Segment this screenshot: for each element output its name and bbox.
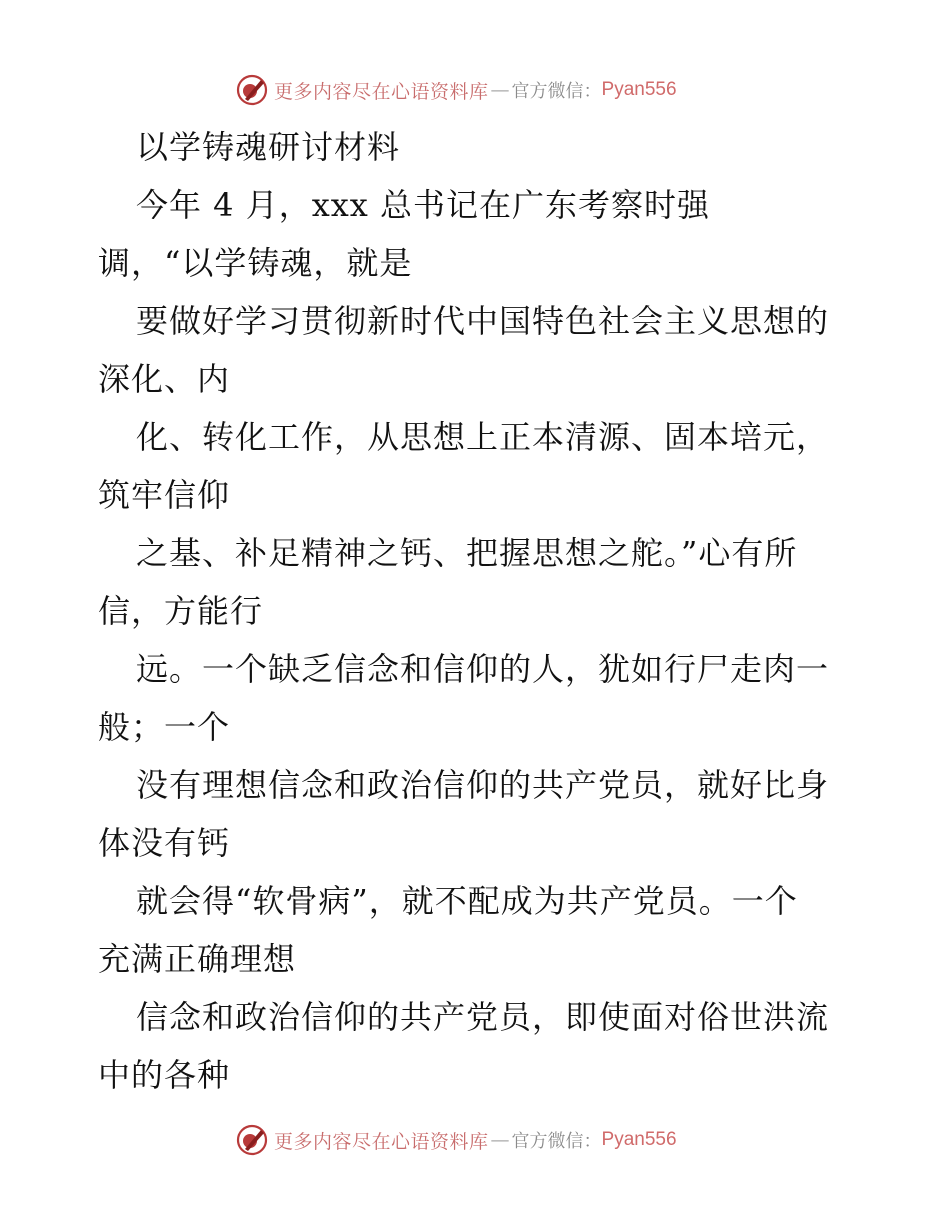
paragraph-line: 深化、内 [98, 360, 231, 398]
paragraph-line: 之基、补足精神之钙、把握思想之舵。”心有所 [136, 534, 798, 572]
paragraph-line: 要做好学习贯彻新时代中国特色社会主义思想的 [136, 302, 830, 340]
paragraph-line: 今年 4 月，xxx 总书记在广东考察时强 [136, 186, 711, 224]
paragraph-line: 远。一个缺乏信念和信仰的人，犹如行尸走肉一 [136, 650, 830, 688]
paragraph-line: 信念和政治信仰的共产党员，即使面对俗世洪流 [136, 998, 830, 1036]
paragraph-line: 化、转化工作，从思想上正本清源、固本培元， [136, 418, 830, 456]
pen-logo-icon [236, 1124, 268, 1156]
footer-wechat-id: Pyan556 [601, 1129, 677, 1150]
header-wechat-id: Pyan556 [601, 79, 677, 100]
paragraph-line: 没有理想信念和政治信仰的共产党员，就好比身 [136, 766, 830, 804]
header-wechat-label: 官方微信： [511, 81, 602, 102]
footer-site-text: 更多内容尽在心语资料库 [274, 1130, 489, 1153]
paragraph-line: 充满正确理想 [98, 940, 297, 978]
paragraph-line: 就会得“软骨病”，就不配成为共产党员。一个 [136, 882, 798, 920]
header-dash: — [490, 79, 510, 101]
footer-banner [236, 1122, 677, 1158]
document-title: 以学铸魂研讨材料 [136, 128, 401, 166]
paragraph-line: 调，“以学铸魂，就是 [98, 244, 413, 282]
footer-wechat-label: 官方微信： [511, 1131, 602, 1152]
paragraph-line: 中的各种 [98, 1056, 231, 1094]
header-site-text: 更多内容尽在心语资料库 [274, 80, 489, 103]
paragraph-line: 般；一个 [98, 708, 231, 746]
footer-dash: — [490, 1129, 510, 1151]
paragraph-line: 信，方能行 [98, 592, 264, 630]
paragraph-line: 体没有钙 [98, 824, 231, 862]
paragraph-line: 筑牢信仰 [98, 476, 231, 514]
